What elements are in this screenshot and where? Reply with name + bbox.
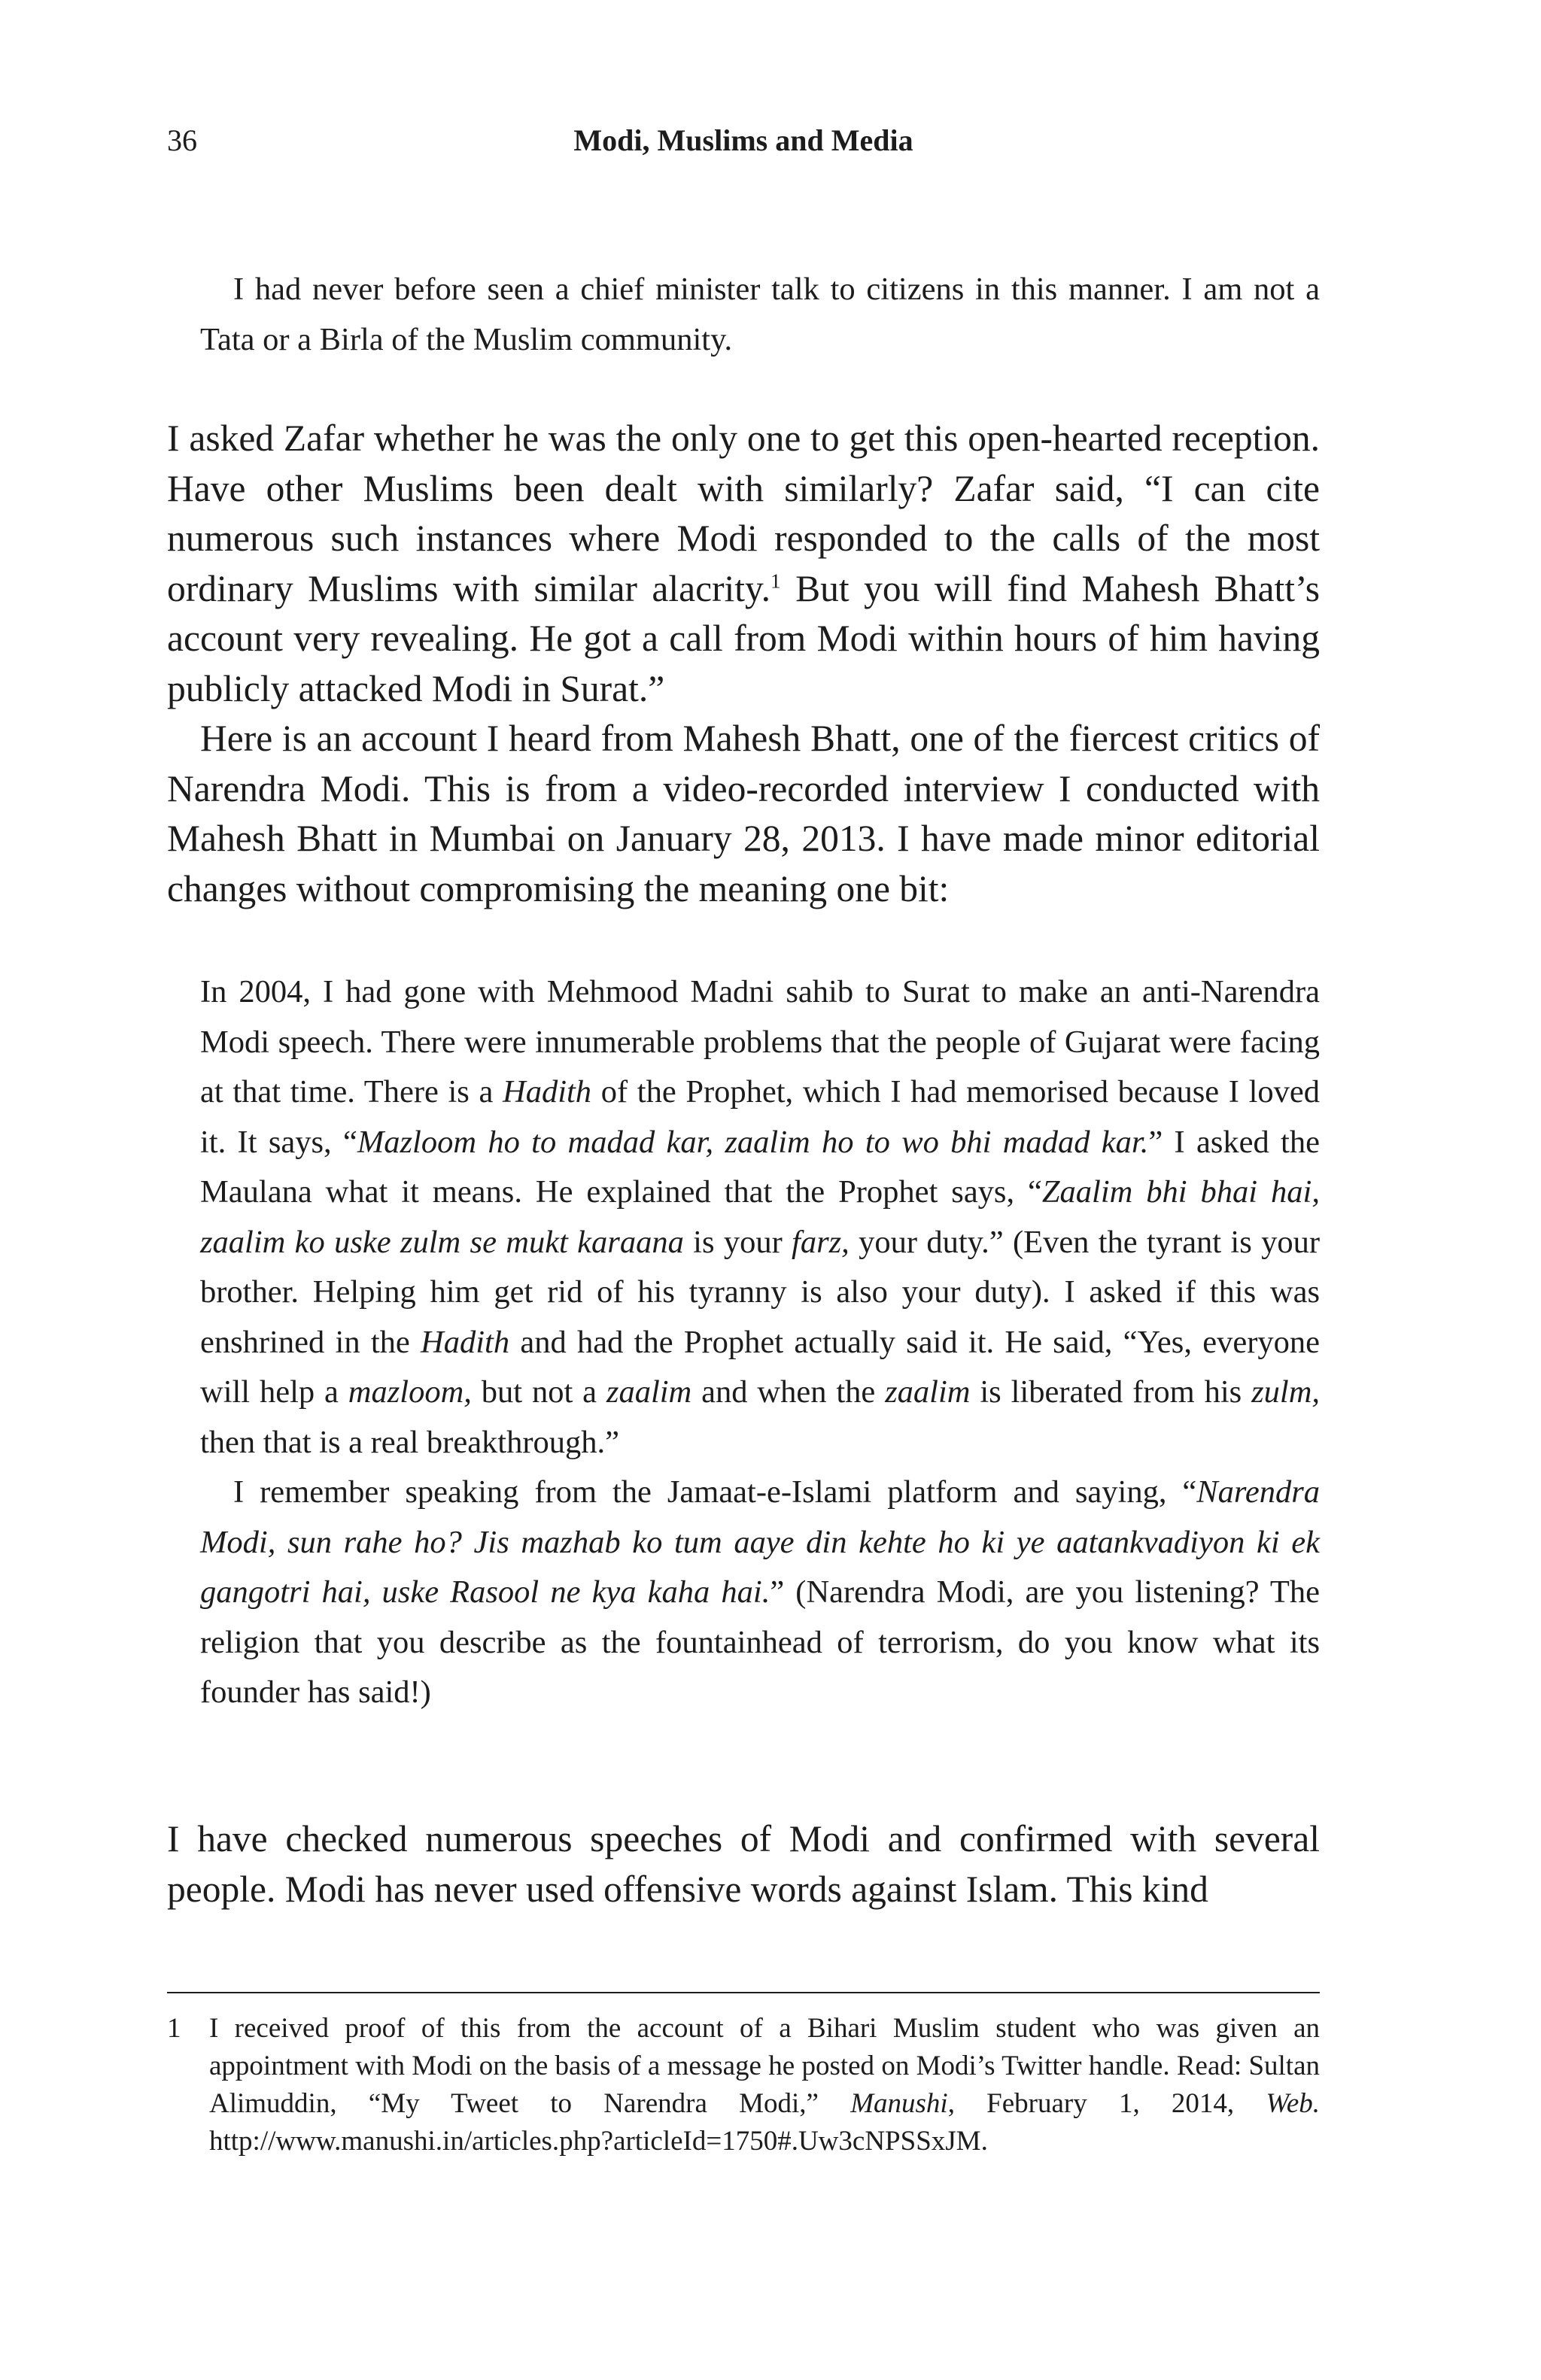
body-text-run: But you will find Mahesh Bhatt’s account very revealing. He got a call from Modi within hours of him having publicly attacked Modi in Surat.” <box>167 567 1320 709</box>
quote-paragraph <box>200 1468 1320 1718</box>
italic-term: Web. <box>1266 2088 1320 2119</box>
body-text-section-1 <box>167 414 1320 914</box>
body-text-section-2 <box>167 1814 1320 1914</box>
text-run: and had the Prophet actually said it. He said, “Yes, everyone will help a <box>200 1324 1320 1410</box>
text-run: ” I asked the Maulana what it means. He explained that the Prophet says, “ <box>200 1124 1320 1210</box>
footnote-url[interactable]: http://www.manushi.in/articles.php?articleId=1750#.Uw3cNPSSxJM. <box>209 2126 988 2157</box>
text-run: is your <box>683 1224 792 1260</box>
footnote-divider <box>167 1992 1320 1993</box>
italic-term: farz, <box>792 1224 850 1260</box>
footnote <box>167 2010 1320 2160</box>
text-run: and when the <box>691 1374 886 1410</box>
page-number: 36 <box>167 123 197 157</box>
block-quote-mahesh-bhatt <box>200 967 1320 1718</box>
italic-term: zaalim <box>606 1374 692 1410</box>
text-run: I received proof of this from the account of a Bihari Muslim student who was given an appointment with Modi on the basis of a message he posted on Modi’s Twitter handle. Read: Sultan Alimuddin, “My Tweet to Narendra Modi,” <box>209 2013 1320 2119</box>
italic-quote: Narendra Modi, sun rahe ho? Jis mazhab ko tum aaye din kehte ho ki ye aatankvadiyon ki ek gangotri hai, uske Rasool ne kya kaha hai. <box>200 1474 1320 1610</box>
text-run: ” (Narendra Modi, are you listening? The religion that you describe as the fountainhead of terrorism, do you know what its founder has said!) <box>200 1574 1320 1710</box>
text-run: your duty.” (Even the tyrant is your brother. Helping him get rid of his tyranny is also your duty). I asked if this was enshrined in the <box>200 1224 1320 1360</box>
italic-quote: Zaalim bhi bhai hai, zaalim ko uske zulm se mukt karaana <box>200 1174 1320 1260</box>
body-paragraph: Here is an account I heard from Mahesh Bhatt, one of the fiercest critics of Narendra Modi. This is from a video-recorded interview I conducted with Mahesh Bhatt in Mumbai on January 28, 2013. I have made minor editorial changes without compromising the meaning one bit: <box>167 718 1320 909</box>
block-quote-zafar <box>200 265 1320 365</box>
italic-term: zulm, <box>1251 1374 1321 1410</box>
body-paragraph <box>167 414 1320 714</box>
text-run: but not a <box>471 1374 606 1410</box>
text-run: , February 1, 2014, <box>947 2088 1266 2119</box>
publication-title: Manushi <box>850 2088 948 2119</box>
text-run: then that is a real breakthrough.” <box>200 1424 620 1460</box>
text-run: I remember speaking from the Jamaat-e-Islami platform and saying, “ <box>233 1474 1197 1510</box>
footnote-reference[interactable]: 1 <box>770 569 781 592</box>
footnote-text <box>209 2010 1320 2160</box>
quote-paragraph: I had never before seen a chief minister talk to citizens in this manner. I am not a Tata or a Birla of the Muslim community. <box>200 272 1320 357</box>
text-run: is liberated from his <box>970 1374 1252 1410</box>
page-header <box>167 122 1320 159</box>
italic-quote: Mazloom ho to madad kar, zaalim ho to wo bhi madad kar. <box>357 1124 1149 1160</box>
italic-term: Hadith <box>421 1324 510 1360</box>
body-text-run: I asked Zafar whether he was the only one to get this open-hearted reception. Have other Muslims been dealt with similarly? Zafar said, “I can cite numerous such instances where Modi responded to the calls of the most ordinary Muslims with similar alacrity. <box>167 417 1320 609</box>
text-run: of the Prophet, which I had memorised because I loved it. It says, “ <box>200 1074 1320 1160</box>
footnote-number: 1 <box>167 2013 181 2044</box>
text-run: In 2004, I had gone with Mehmood Madni sahib to Surat to make an anti-Narendra Modi speech. There were innumerable problems that the people of Gujarat were facing at that time. There is a <box>200 974 1320 1110</box>
italic-term: mazloom, <box>348 1374 472 1410</box>
body-paragraph: I have checked numerous speeches of Modi and confirmed with several people. Modi has never used offensive words against Islam. This kind <box>167 1818 1320 1910</box>
italic-term: Hadith <box>503 1074 592 1110</box>
italic-term: zaalim <box>885 1374 971 1410</box>
quote-paragraph <box>200 967 1320 1468</box>
running-head: Modi, Muslims and Media <box>573 123 913 157</box>
